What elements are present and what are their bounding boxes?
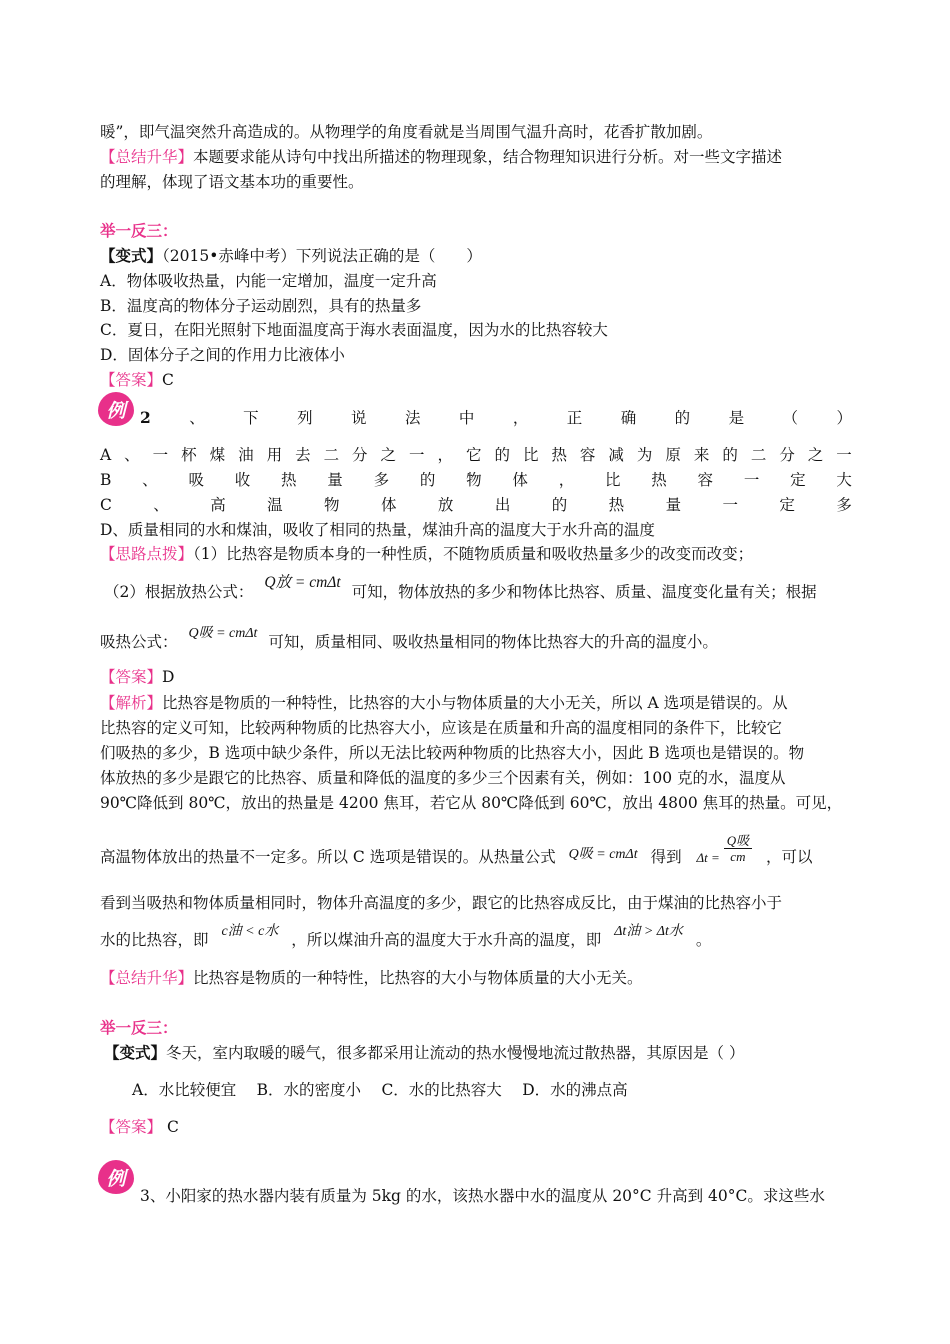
hint-line: （2）根据放热公式： Q放 = cmΔt 可知，物体放热的多少和物体比热容、质量、温度变化量有关；根据	[104, 574, 817, 601]
analysis-line: 体放热的多少是跟它的比热容、质量和降低的温度的多少三个因素有关，例如：100 克的水，温度从	[100, 769, 786, 787]
option-char: ，	[437, 446, 454, 464]
analysis-line: 90℃降低到 80℃，放出的热量是 4200 焦耳，若它从 80℃降低到 60℃，放出 4800 焦耳的热量。可见，	[100, 794, 843, 812]
option-char: 量	[327, 471, 343, 489]
option-char: 物	[466, 471, 482, 489]
example-badge-icon: 例	[98, 392, 134, 426]
option-char: 体	[512, 471, 528, 489]
option-char: 多	[836, 496, 852, 514]
option-char: 、	[153, 496, 169, 514]
option-char: 比	[604, 471, 621, 489]
option-char: 它	[465, 446, 482, 464]
option-char: 为	[636, 446, 653, 464]
option-a	[100, 445, 852, 465]
option-char: C	[100, 496, 112, 514]
option-a: A．物体吸收热量，内能一定增加，温度一定升高	[100, 272, 437, 290]
option-char: 分	[352, 446, 368, 464]
stem-char: 的	[674, 409, 691, 427]
release-formula: Q放 = cmΔt	[264, 574, 341, 591]
hint-line: 吸热公式： Q吸 = cmΔt 可知，质量相同、吸收热量相同的物体比热容大的升高的温度小。	[100, 626, 718, 651]
option-char: 一	[722, 496, 739, 514]
option-char: 热	[281, 471, 297, 489]
option-char: 放	[437, 496, 454, 514]
option-char: 收	[234, 471, 251, 489]
answer: 【答案】 C	[100, 1118, 179, 1136]
option-char: 减	[608, 446, 624, 464]
specific-heat-compare: c油 < c水	[221, 924, 279, 939]
option-d: D．固体分子之间的作用力比液体小	[100, 346, 345, 364]
paragraph-line: 【总结升华】本题要求能从诗句中找出所描述的物理现象，结合物理知识进行分析。对一些文字描述	[100, 148, 783, 166]
option-char: 出	[494, 496, 511, 514]
option-char: 、	[124, 446, 140, 464]
summary-tag: 【总结升华】	[100, 148, 194, 166]
delta-t-formula: Δt = $\frac{\text{Q吸}}{cm}$	[697, 849, 756, 866]
option-char: ，	[558, 471, 575, 489]
absorb-formula: Q吸 = cmΔt	[188, 626, 258, 641]
option-char: 的	[494, 446, 510, 464]
heat-formula: Q吸 = cmΔt	[568, 847, 638, 863]
option-char: 物	[324, 496, 340, 514]
example-stem: 3、小阳家的热水器内装有质量为 5kg 的水，该热水器中水的温度从 20°C 升高到 40°C。求这些水	[140, 1187, 825, 1205]
option-char: 热	[608, 496, 625, 514]
option-char: 多	[373, 471, 390, 489]
analysis-line: 看到当吸热和物体质量相同时，物体升高温度的多少，跟它的比热容成反比，由于煤油的比热容小于	[100, 894, 783, 912]
option-char: 的	[551, 496, 568, 514]
option-char: 一	[152, 446, 169, 464]
stem-char: 正	[566, 409, 583, 427]
option-char: 一	[409, 446, 425, 464]
option-char: 比	[522, 446, 539, 464]
option-char: 用	[266, 446, 283, 464]
stem-char: 法	[404, 409, 421, 427]
option-char: 大	[836, 471, 852, 489]
option-char: 煤	[209, 446, 226, 464]
stem-char: ）	[836, 409, 852, 427]
paragraph-line: 暖”，即气温突然升高造成的。从物理学的角度看就是当周围气温升高时，花香扩散加剧。	[100, 123, 713, 141]
stem-char: 确	[620, 409, 637, 427]
option-char: 温	[267, 496, 283, 514]
option-char: 的	[419, 471, 436, 489]
section-heading: 举一反三：	[100, 1018, 178, 1037]
summary-line: 【总结升华】比热容是物质的一种特性，比热容的大小与物体质量的大小无关。	[100, 969, 643, 987]
option-char: 一	[836, 446, 852, 464]
analysis-line: 比热容的定义可知，比较两种物质的比热容大小，应该是在质量和升高的温度相同的条件下，比较它	[100, 719, 783, 737]
example-badge-icon: 例	[98, 1160, 134, 1194]
variant-stem: 【变式】冬天，室内取暖的暖气，很多都采用让流动的热水慢慢地流过散热器，其原因是（ ）	[104, 1043, 745, 1062]
option-char: B	[100, 471, 112, 489]
stem-char: 是	[728, 409, 745, 427]
stem-char: 列	[297, 409, 313, 427]
option-char: 定	[779, 496, 795, 514]
stem-char: 、	[189, 409, 205, 427]
analysis-line: 【解析】比热容是物质的一种特性，比热容的大小与物体质量的大小无关，所以 A 选项是错误的。从	[100, 694, 788, 712]
option-char: 来	[693, 446, 710, 464]
option-char: 热	[651, 471, 667, 489]
option-b	[100, 470, 852, 490]
option-char: 高	[210, 496, 226, 514]
option-char: 体	[380, 496, 397, 514]
analysis-line: 们吸热的多少，B 选项中缺少条件，所以无法比较两种物质的比热容大小，因此 B 选项也是错误的。物	[100, 744, 805, 762]
stem-char: （	[782, 409, 799, 427]
stem-char: 说	[351, 409, 367, 427]
option-char: 吸	[188, 471, 204, 489]
option-char: 二	[323, 446, 340, 464]
paragraph-line: 的理解，体现了语文基本功的重要性。	[100, 173, 364, 191]
option-char: 二	[750, 446, 767, 464]
section-heading: 举一反三：	[100, 221, 178, 240]
answer: 【答案】D	[100, 668, 175, 686]
option-c: C．夏日，在阳光照射下地面温度高于海水表面温度，因为水的比热容较大	[100, 321, 608, 339]
option-char: 一	[743, 471, 760, 489]
option-char: 油	[238, 446, 254, 464]
option-char: 定	[790, 471, 806, 489]
option-char: 分	[779, 446, 795, 464]
option-char: 量	[665, 496, 682, 514]
hint-line: 【思路点拨】（1）比热容是物质本身的一种性质，不随物质质量和吸收热量多少的改变而改变；	[100, 545, 754, 563]
options-line: A．水比较便宜 B．水的密度小 C．水的比热容大 D．水的沸点高	[132, 1081, 628, 1099]
variant-stem: 【变式】（2015•赤峰中考）下列说法正确的是（ ）	[100, 246, 482, 265]
option-b: B．温度高的物体分子运动剧烈，具有的热量多	[100, 297, 422, 315]
option-char: 、	[142, 471, 158, 489]
option-char: 之	[380, 446, 397, 464]
analysis-line: 水的比热容，即 c油 < c水 ，所以煤油升高的温度大于水升高的温度，即 Δt油 > Δt水 。	[100, 924, 712, 949]
answer: 【答案】C	[100, 371, 174, 389]
stem-char: 中	[458, 409, 475, 427]
option-char: A	[100, 446, 112, 464]
option-char: 容	[697, 471, 714, 489]
option-char: 去	[295, 446, 311, 464]
option-char: 原	[665, 446, 681, 464]
option-char: 之	[807, 446, 824, 464]
option-c	[100, 495, 852, 515]
analysis-line: 高温物体放出的热量不一定多。所以 C 选项是错误的。从热量公式 Q吸 = cmΔt 得到 Δt = $\frac{\text{Q吸}}{cm}$ ，可以	[100, 833, 813, 867]
option-d: D、质量相同的水和煤油，吸收了相同的热量，煤油升高的温度大于水升高的温度	[100, 521, 655, 539]
option-char: 容	[579, 446, 596, 464]
option-char: 热	[551, 446, 567, 464]
stem-char: ，	[512, 409, 529, 427]
temp-rise-compare: Δt油 > Δt水	[614, 924, 683, 939]
option-char: 的	[722, 446, 738, 464]
option-char: 杯	[181, 446, 197, 464]
stem-char: 2	[140, 408, 151, 427]
example-stem	[140, 408, 852, 428]
stem-char: 下	[243, 409, 259, 427]
